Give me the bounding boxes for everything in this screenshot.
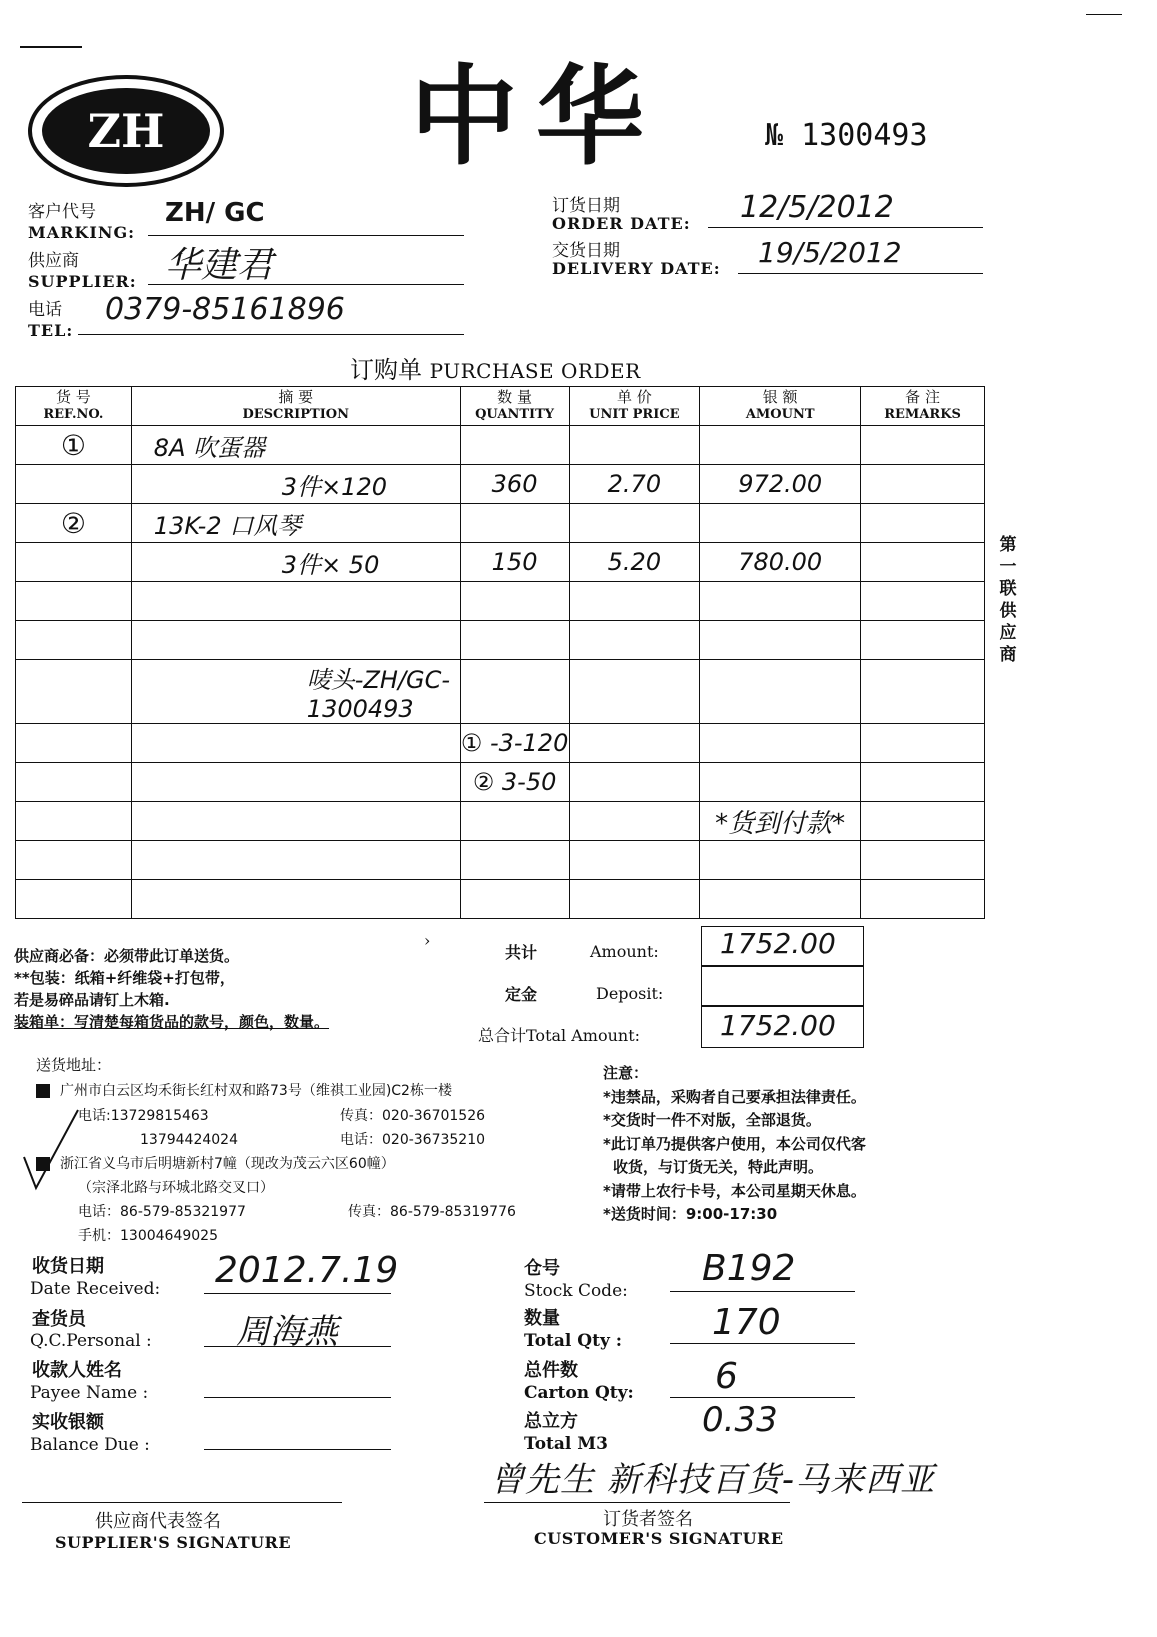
cell-amount [700,582,861,621]
address-2 [36,1152,395,1176]
check-mark-icon [22,1102,82,1192]
cell-amount [700,724,861,763]
cell-remarks [861,426,985,465]
customer-signature-label-cn: 订货者签名 [603,1509,693,1530]
cell-unit-price [569,582,700,621]
cell-description [131,841,460,880]
order-date-underline [708,227,983,228]
attention-notes [603,1062,866,1227]
cell-description [131,880,460,919]
cell-unit-price [569,802,700,841]
carton-label-cn: 总件数 [524,1360,578,1381]
order-table [15,386,985,919]
m3-label-cn: 总立方 [524,1411,578,1432]
company-logo [28,75,224,187]
cell-amount [700,426,861,465]
cell-amount [700,880,861,919]
note-line: **包装：纸箱+纤维袋+打包带， [14,969,235,987]
cell-quantity: ② 3-50 [460,763,569,802]
delivery-date-label-en: DELIVERY DATE: [552,259,721,278]
deposit-box [701,966,864,1006]
cell-amount: 972.00 [700,465,861,504]
cell-remarks [861,841,985,880]
cell-quantity: 150 [460,543,569,582]
cell-description [131,582,460,621]
col-unit-price-cn: 单 价 [616,388,652,406]
cell-unit-price [569,426,700,465]
qty-label-en: Total Qty : [524,1331,623,1351]
cell-description [131,724,460,763]
col-amount-en: AMOUNT [745,407,815,422]
cell-remarks [861,763,985,802]
col-description-en: DESCRIPTION [242,407,349,422]
cell-remarks [861,465,985,504]
qc-label-cn: 查货员 [32,1309,86,1330]
col-remarks-en: REMARKS [884,407,961,422]
col-ref-cn: 货 号 [56,388,91,406]
cell-unit-price [569,724,700,763]
corner-mark-left [20,46,82,48]
payee-label-cn: 收款人姓名 [32,1360,122,1381]
form-title [350,350,641,385]
cell-remarks [861,621,985,660]
total-amount-value: 1752.00 [720,1009,836,1042]
table-row [16,426,985,465]
cell-ref [16,724,132,763]
attention-item: *交货时一件不对版，全部退货。 [603,1111,821,1129]
tel-label-cn: 电话 [28,300,62,320]
order-date-label-en: ORDER DATE: [552,214,691,233]
cell-description: 3件×120 [131,465,460,504]
col-ref [16,387,132,426]
cell-ref: ② [16,504,132,543]
stock-label-en: Stock Code: [524,1281,628,1301]
cell-ref [16,802,132,841]
qc-value: 周海燕 [236,1312,338,1352]
supplier-notes [14,945,329,1033]
tel-underline [78,334,464,335]
table-row [16,621,985,660]
cell-amount: *货到付款* [700,802,861,841]
form-title-en: PURCHASE ORDER [429,359,641,383]
date-received-label-en: Date Received: [30,1279,161,1299]
cell-description [131,621,460,660]
supplier-value: 华建君 [165,245,274,286]
table-row [16,543,985,582]
amount-label-en: Amount: [590,942,659,961]
cell-amount [700,841,861,880]
delivery-date-underline [738,273,983,274]
cell-unit-price [569,504,700,543]
col-ref-en: REF.NO. [43,407,104,422]
cell-description: 唛头-ZH/GC-1300493 [131,660,460,724]
cell-amount [700,763,861,802]
marking-value: ZH/ GC [165,198,265,228]
order-date-value: 12/5/2012 [740,190,894,225]
supplier-label-cn: 供应商 [28,251,79,271]
cell-unit-price [569,880,700,919]
cell-ref [16,621,132,660]
delivery-date-label-cn: 交货日期 [552,241,620,261]
address-2-tel: 电话：86-579-85321977 [78,1204,246,1220]
attention-item: *送货时间：9:00-17:30 [603,1205,778,1223]
cell-unit-price [569,841,700,880]
total-amount-box [701,1006,864,1048]
payee-underline [204,1397,391,1398]
qty-value: 170 [712,1302,781,1343]
cell-description: 3件× 50 [131,543,460,582]
cell-amount [700,504,861,543]
stock-underline [670,1291,855,1292]
m3-label-en: Total M3 [524,1434,608,1454]
deposit-label-en: Deposit: [596,984,664,1003]
supplier-underline [148,284,464,285]
attention-label: 注意： [603,1064,649,1082]
balance-underline [204,1449,391,1450]
address-2-mobile: 手机：13004649025 [78,1228,218,1244]
cell-quantity [460,660,569,724]
cell-quantity: 360 [460,465,569,504]
supplier-signature-label-en: SUPPLIER'S SIGNATURE [55,1533,292,1552]
tel-label-en: TEL: [28,321,74,340]
col-unit-price [569,387,700,426]
qc-underline [204,1346,391,1347]
delivery-address-label: 送货地址： [36,1056,112,1074]
customer-signature-line [484,1502,790,1503]
col-quantity [460,387,569,426]
cell-quantity [460,504,569,543]
cell-description [131,763,460,802]
col-quantity-cn: 数 量 [497,388,532,406]
customer-signature-label-en: CUSTOMER'S SIGNATURE [534,1529,784,1548]
tel-value: 0379-85161896 [105,292,345,327]
qty-underline [670,1343,855,1344]
cell-unit-price [569,621,700,660]
cell-unit-price: 5.20 [569,543,700,582]
table-row [16,880,985,919]
amount-value: 1752.00 [720,927,836,960]
qc-label-en: Q.C.Personal : [30,1331,152,1351]
address-1-tel: 电话:13729815463 [78,1108,209,1124]
serial-prefix: № [765,118,784,153]
attention-item: *此订单乃提供客户使用，本公司仅代客 [603,1134,866,1153]
cell-ref [16,841,132,880]
cell-ref [16,582,132,621]
cell-amount [700,660,861,724]
col-quantity-en: QUANTITY [475,407,555,422]
cell-remarks [861,724,985,763]
supplier-label-en: SUPPLIER: [28,272,137,291]
delivery-date-value: 19/5/2012 [758,236,902,269]
order-date-label-cn: 订货日期 [552,196,620,216]
carton-label-en: Carton Qty: [524,1383,634,1403]
carton-underline [670,1397,855,1398]
cell-quantity [460,582,569,621]
supplier-signature-label-cn: 供应商代表签名 [95,1511,221,1532]
total-amount-label: 总合计Total Amount: [478,1026,641,1045]
cell-remarks [861,582,985,621]
date-received-underline [204,1293,391,1294]
address-1-phone: 电话：020-36735210 [340,1132,486,1148]
attention-item: 收货，与订货无关，特此声明。 [613,1158,824,1176]
copy-label: 第一联 供应商 [999,535,1017,665]
table-row [16,582,985,621]
address-1-text: 广州市白云区均禾街长红村双和路73号（维祺工业园)C2栋一楼 [60,1083,452,1099]
col-amount [700,387,861,426]
cell-remarks [861,504,985,543]
marking-label-en: MARKING: [28,223,136,242]
qty-label-cn: 数量 [524,1308,560,1329]
cell-quantity [460,426,569,465]
marking-underline [148,235,464,236]
cell-ref [16,660,132,724]
table-row [16,802,985,841]
carton-value: 6 [715,1356,738,1397]
cell-remarks [861,543,985,582]
corner-mark-right [1086,14,1122,15]
date-received-label-cn: 收货日期 [32,1256,104,1277]
cell-remarks [861,880,985,919]
note-line: 供应商必备：必须带此订单送货。 [14,947,240,965]
cell-quantity: ① -3-120 [460,724,569,763]
balance-label-en: Balance Due : [30,1435,150,1455]
balance-label-cn: 实收银额 [32,1412,104,1433]
stock-label-cn: 仓号 [524,1258,560,1279]
table-row [16,841,985,880]
square-bullet-icon [36,1084,50,1098]
note-line: 装箱单：写清楚每箱货品的款号，颜色，数量。 [14,1013,330,1031]
attention-item: *违禁品，采购者自己要承担法律责任。 [603,1087,866,1106]
cell-ref: ① [16,426,132,465]
cell-remarks [861,802,985,841]
customer-handwritten-signature: 曾先生 新科技百货-马来西亚 [490,1460,936,1500]
stock-value: B192 [702,1248,796,1289]
cell-description [131,802,460,841]
note-line: 若是易碎品请钉上木箱. [14,991,170,1009]
cell-ref [16,543,132,582]
col-description [131,387,460,426]
logo-text: ZH [42,88,210,174]
cell-unit-price: 2.70 [569,465,700,504]
table-header-row [16,387,985,426]
deposit-label-cn: 定金 [505,985,538,1004]
cell-ref [16,465,132,504]
address-2-note: （宗泽北路与环城北路交叉口） [78,1180,274,1196]
address-1-fax: 传真：020-36701526 [340,1108,486,1124]
cell-unit-price [569,660,700,724]
cell-amount [700,621,861,660]
col-amount-cn: 银 额 [762,388,798,406]
m3-value: 0.33 [702,1400,778,1440]
cell-quantity [460,841,569,880]
form-title-cn: 订购单 [350,356,422,384]
amount-box [701,926,864,966]
cell-unit-price [569,763,700,802]
marking-label-cn: 客户代号 [28,202,96,222]
table-row [16,660,985,724]
cell-quantity [460,621,569,660]
cell-amount: 780.00 [700,543,861,582]
address-2-fax: 传真：86-579-85319776 [348,1204,516,1220]
cell-description: 8A 吹蛋器 [131,426,460,465]
cell-ref [16,763,132,802]
payee-label-en: Payee Name : [30,1383,149,1403]
cell-description: 13K-2 口风琴 [131,504,460,543]
serial-value: 1300493 [801,118,928,153]
cell-quantity [460,880,569,919]
col-unit-price-en: UNIT PRICE [589,407,680,422]
col-remarks-cn: 备 注 [905,388,940,406]
col-remarks [861,387,985,426]
serial-number [765,118,928,153]
amount-label-cn: 共计 [505,943,538,962]
cell-quantity [460,802,569,841]
cell-remarks [861,660,985,724]
chevron-mark: › [424,931,431,950]
col-description-cn: 摘 要 [278,388,314,406]
supplier-signature-line [22,1502,342,1503]
address-1 [36,1079,452,1103]
table-row [16,724,985,763]
table-row [16,504,985,543]
table-row [16,465,985,504]
address-2-text: 浙江省义乌市后明塘新村7幢（现改为茂云六区60幢） [60,1156,395,1172]
cell-ref [16,880,132,919]
table-row [16,763,985,802]
address-1-tel2: 13794424024 [140,1132,238,1148]
attention-item: *请带上农行卡号，本公司星期天休息。 [603,1181,866,1200]
date-received-value: 2012.7.19 [215,1250,399,1291]
brand-title: 中华 [410,54,663,180]
